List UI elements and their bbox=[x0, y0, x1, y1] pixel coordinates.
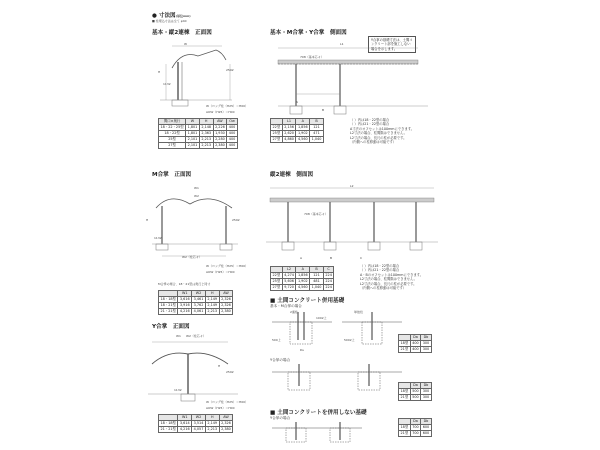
sec2-dim-708: 708（基本芯々） bbox=[300, 55, 324, 59]
sec3-title: M合掌 正面図 bbox=[152, 172, 192, 178]
sec4-side-drawing bbox=[262, 184, 442, 260]
sec4-dim-708: 708（基本芯々） bbox=[304, 212, 328, 216]
sec6-foundation-drawing bbox=[272, 312, 412, 356]
sec3-caption-1: W（ロング柱（H25）＝H00） bbox=[206, 264, 249, 268]
sec3-table: W1 W2 H AW 18・18型 3,616 3,461 2,149 2,326 18・21型 3,916 3,762 2,149 2,326 21・21型 4,216 4,061 2,213 2,380 bbox=[160, 291, 231, 313]
sec4-notes: （ ）内は18・22型の場合 （ ）内は21・22型の場合 A・Bのオフセットは100mmにできます。 L2寸法の場合、柱間隔はできません。 L2寸法の場合、長尺の柱が必要です。 （内側への柱移動は可能です） bbox=[360, 264, 423, 291]
sec1-dim-h: H bbox=[158, 70, 161, 74]
sec2-dim-l1: L1 bbox=[340, 42, 344, 46]
sec2-notes: （ ）内は18・22型の場合 （ ）内は21・22型の場合 A寸法のオフセットは100mmにできます。 L2寸法の場合、柱間隔はできません。 L2寸法の場合、長尺の柱が必要です。 （内側への柱移動は可能です） bbox=[350, 118, 415, 145]
sec6-label-1002: 1002上 bbox=[316, 316, 327, 320]
sec6-label-ds: Ds bbox=[300, 348, 304, 352]
sec6-y-foundation-drawing bbox=[272, 364, 412, 394]
sec3-caption-2: AOW（H25）＝H00 bbox=[206, 270, 235, 274]
sec1-dim-w: W bbox=[184, 42, 187, 46]
sec3-dim-w1: W1 bbox=[194, 186, 199, 190]
sec5-dim-w2: W2（柱芯々） bbox=[186, 334, 206, 338]
sec3-dim-h: H bbox=[146, 218, 149, 222]
sec6-label-twin: 2連柱 bbox=[290, 310, 298, 314]
sec4-title: 縦2連棟 側面図 bbox=[270, 172, 314, 178]
sec6-label-500: 500上 bbox=[272, 338, 281, 342]
sec3-dim-1132: 1132 bbox=[154, 236, 162, 240]
sec3-dim-2592: 2592 bbox=[232, 218, 240, 222]
sec1-caption-1: W（ロング柱（H25）＝H00） bbox=[206, 104, 249, 108]
sec2-title: 基本・M合掌・Y合掌 側面図 bbox=[270, 30, 347, 36]
sec7-foundation-drawing bbox=[272, 422, 372, 444]
sec6-label-5002: 5002上 bbox=[344, 338, 355, 342]
sec7-title: ■ 土間コンクリートを併用しない基礎 bbox=[270, 408, 367, 416]
sec2-note-box: Y合掌の基礎寸法は、土間コ ンクリート部を施工しない 場合を示します。 bbox=[368, 36, 416, 53]
sec1-dim-2592: 2592 bbox=[226, 68, 234, 72]
sec6-table1: Da Db 18型 400 300 21型 400 300 bbox=[400, 335, 430, 351]
sec4-dim-b: B bbox=[330, 256, 333, 260]
sec6-table2: Da Db 18型 500 300 21型 500 300 bbox=[400, 383, 430, 399]
sec3-dim-w2-pitch: W2（柱芯々） bbox=[182, 255, 202, 259]
sec1-title: 基本・縦2連棟 正面図 bbox=[152, 30, 212, 36]
sec1-front-drawing bbox=[152, 40, 242, 110]
sec2-dim-a: A bbox=[296, 100, 299, 104]
sec1-dim-1132: 1132 bbox=[163, 82, 171, 86]
sec5-dim-1132: 1132 bbox=[174, 388, 182, 392]
sec5-dim-2592: 2592 bbox=[226, 370, 234, 374]
sec5-caption-2: AOW（H25）＝H00 bbox=[206, 406, 235, 410]
sec1-caption-2: AOW（H25）＝H00 bbox=[206, 110, 235, 114]
sec5-title: Y合掌 正面図 bbox=[152, 324, 190, 330]
sec3-dim-w2: W2 bbox=[194, 194, 199, 198]
sec7-table: Da Db 18型 700 600 21型 700 600 bbox=[400, 419, 430, 435]
sec6-title: ■ 土間コンクリート併用基礎 bbox=[270, 296, 344, 304]
sec5-dim-h: H bbox=[218, 364, 221, 368]
sec2-side-drawing bbox=[268, 44, 438, 118]
sec6-label-single: 単独柱 bbox=[354, 310, 364, 314]
sec2-table: L1 A B 22型 2,156 1,856 121 25型 2,620 1,902 471 27型 4,860 4,560 1,040 bbox=[272, 119, 322, 141]
unit-label: (単位mm) bbox=[175, 14, 191, 18]
sec4-table: L2 A B C 22型 4,274 1,856 121 224 25型 5,606 1,902 481 224 27型 9,720 4,560 1,040 224 bbox=[272, 267, 332, 289]
sec4-dim-a: A bbox=[300, 256, 303, 260]
sec3-note: M合掌の場合、18・21型は奥行と同寸 bbox=[158, 282, 211, 286]
sec6-sub: 基本・M合掌の場合 bbox=[270, 304, 302, 308]
sec7-sub: Y合掌の場合 bbox=[270, 416, 291, 420]
sec5-dim-w1: W1 bbox=[176, 334, 181, 338]
sec5-table: W1 W2 H AW 18・18型 3,614 3,514 2,149 2,326 21・21型 4,216 4,057 2,213 2,380 bbox=[160, 415, 231, 431]
sec6-sub2: Y合掌の場合 bbox=[270, 358, 291, 362]
sec2-dim-b: B bbox=[322, 108, 325, 112]
sec5-caption-1: W（ロング柱（H25）＝H00） bbox=[206, 400, 249, 404]
page-subtitle: ■ 柱埋込寸法は全て φ40 bbox=[152, 19, 187, 23]
sec4-dim-l2: L2 bbox=[350, 184, 354, 188]
page-title: ● 寸法図(単位mm) bbox=[152, 11, 191, 19]
sec1-table: 間口×奥行 W H AW Ow 18・22・25型 1,801 2,148 2,226 400 18・22型 1,801 2,363 1,930 400 25型 2,101 2,213 2,280 400 27型 2,101 2,213 2,380 400 bbox=[160, 119, 236, 147]
sec4-dim-c: C bbox=[360, 256, 363, 260]
